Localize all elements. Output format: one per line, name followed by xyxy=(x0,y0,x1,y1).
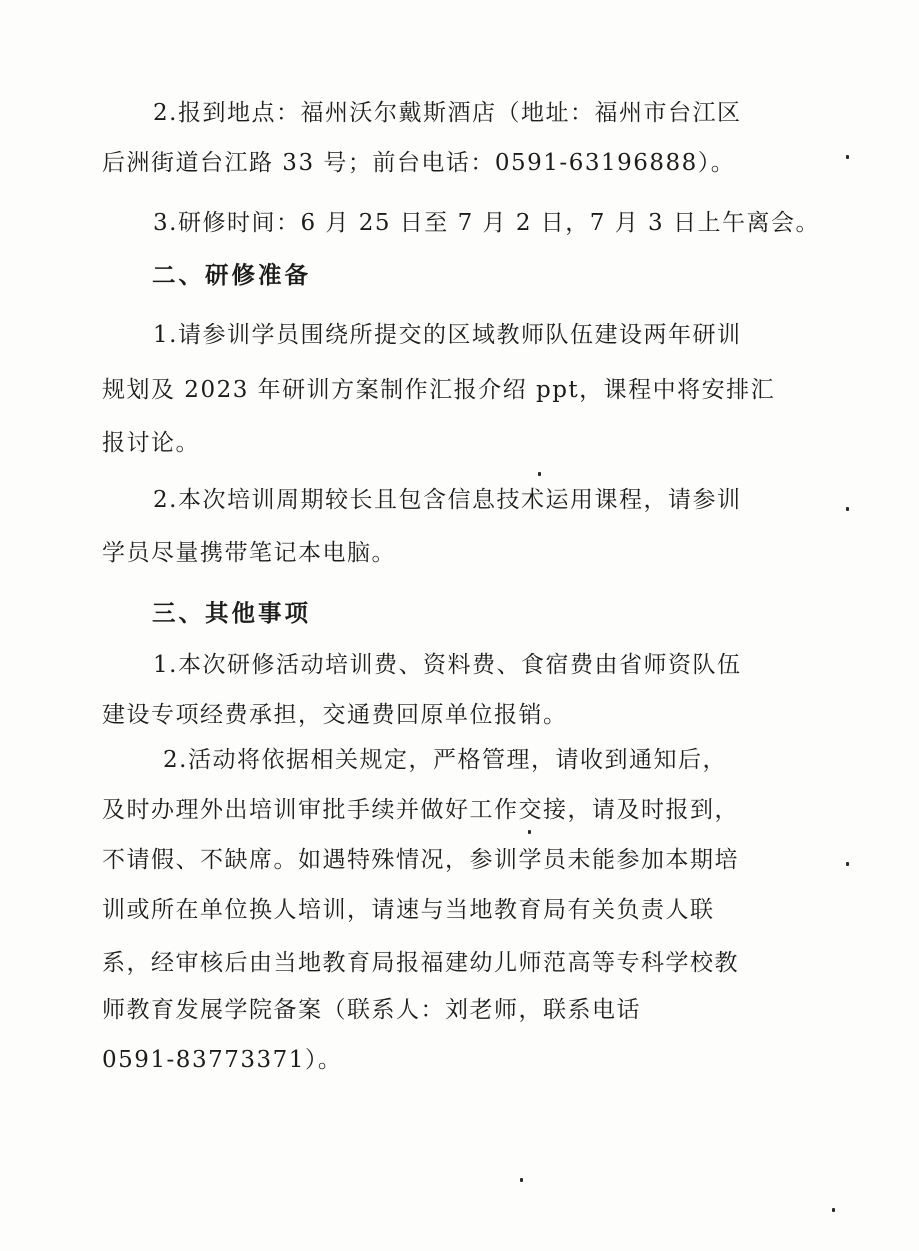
text-line-prep-1a: 1.请参训学员围绕所提交的区域教师队伍建设两年研训 xyxy=(153,322,742,348)
text-line-arrival-location: 2.报到地点：福州沃尔戴斯酒店（地址：福州市台江区 xyxy=(153,100,742,126)
text-line-prep-2a: 2.本次培训周期较长且包含信息技术运用课程，请参训 xyxy=(153,487,742,513)
text-line-other-2c: 不请假、不缺席。如遇特殊情况，参训学员未能参加本期培 xyxy=(102,847,739,873)
scan-speck xyxy=(846,155,849,159)
text-line-arrival-address: 后洲街道台江路 33 号；前台电话：0591-63196888）。 xyxy=(102,150,736,176)
text-line-other-2b: 及时办理外出培训审批手续并做好工作交接，请及时报到， xyxy=(102,797,739,823)
text-line-other-2f: 师教育发展学院备案（联系人：刘老师，联系电话 xyxy=(102,997,641,1023)
scan-speck xyxy=(846,507,849,511)
text-line-training-time: 3.研修时间：6 月 25 日至 7 月 2 日，7 月 3 日上午离会。 xyxy=(153,210,820,236)
scan-speck xyxy=(520,1178,523,1182)
text-line-other-1b: 建设专项经费承担，交通费回原单位报销。 xyxy=(102,702,568,728)
text-line-other-2a: 2.活动将依据相关规定，严格管理，请收到通知后， xyxy=(163,747,727,773)
text-line-prep-2b: 学员尽量携带笔记本电脑。 xyxy=(102,540,396,566)
scan-speck xyxy=(528,830,531,834)
scan-speck xyxy=(832,1208,835,1212)
text-line-other-2d: 训或所在单位换人培训，请速与当地教育局有关负责人联 xyxy=(102,897,715,923)
text-line-other-2g: 0591-83773371）。 xyxy=(102,1047,343,1073)
text-line-prep-1c: 报讨论。 xyxy=(102,430,200,456)
section-heading-preparation: 二、研修准备 xyxy=(152,261,311,289)
text-line-other-2e: 系，经审核后由当地教育局报福建幼儿师范高等专科学校教 xyxy=(102,950,739,976)
section-heading-other-matters: 三、其他事项 xyxy=(152,599,311,627)
text-line-prep-1b: 规划及 2023 年研训方案制作汇报介绍 ppt，课程中将安排汇 xyxy=(102,377,776,403)
scan-speck xyxy=(538,472,541,476)
text-line-other-1a: 1.本次研修活动培训费、资料费、食宿费由省师资队伍 xyxy=(153,652,742,678)
scan-speck xyxy=(846,862,849,866)
